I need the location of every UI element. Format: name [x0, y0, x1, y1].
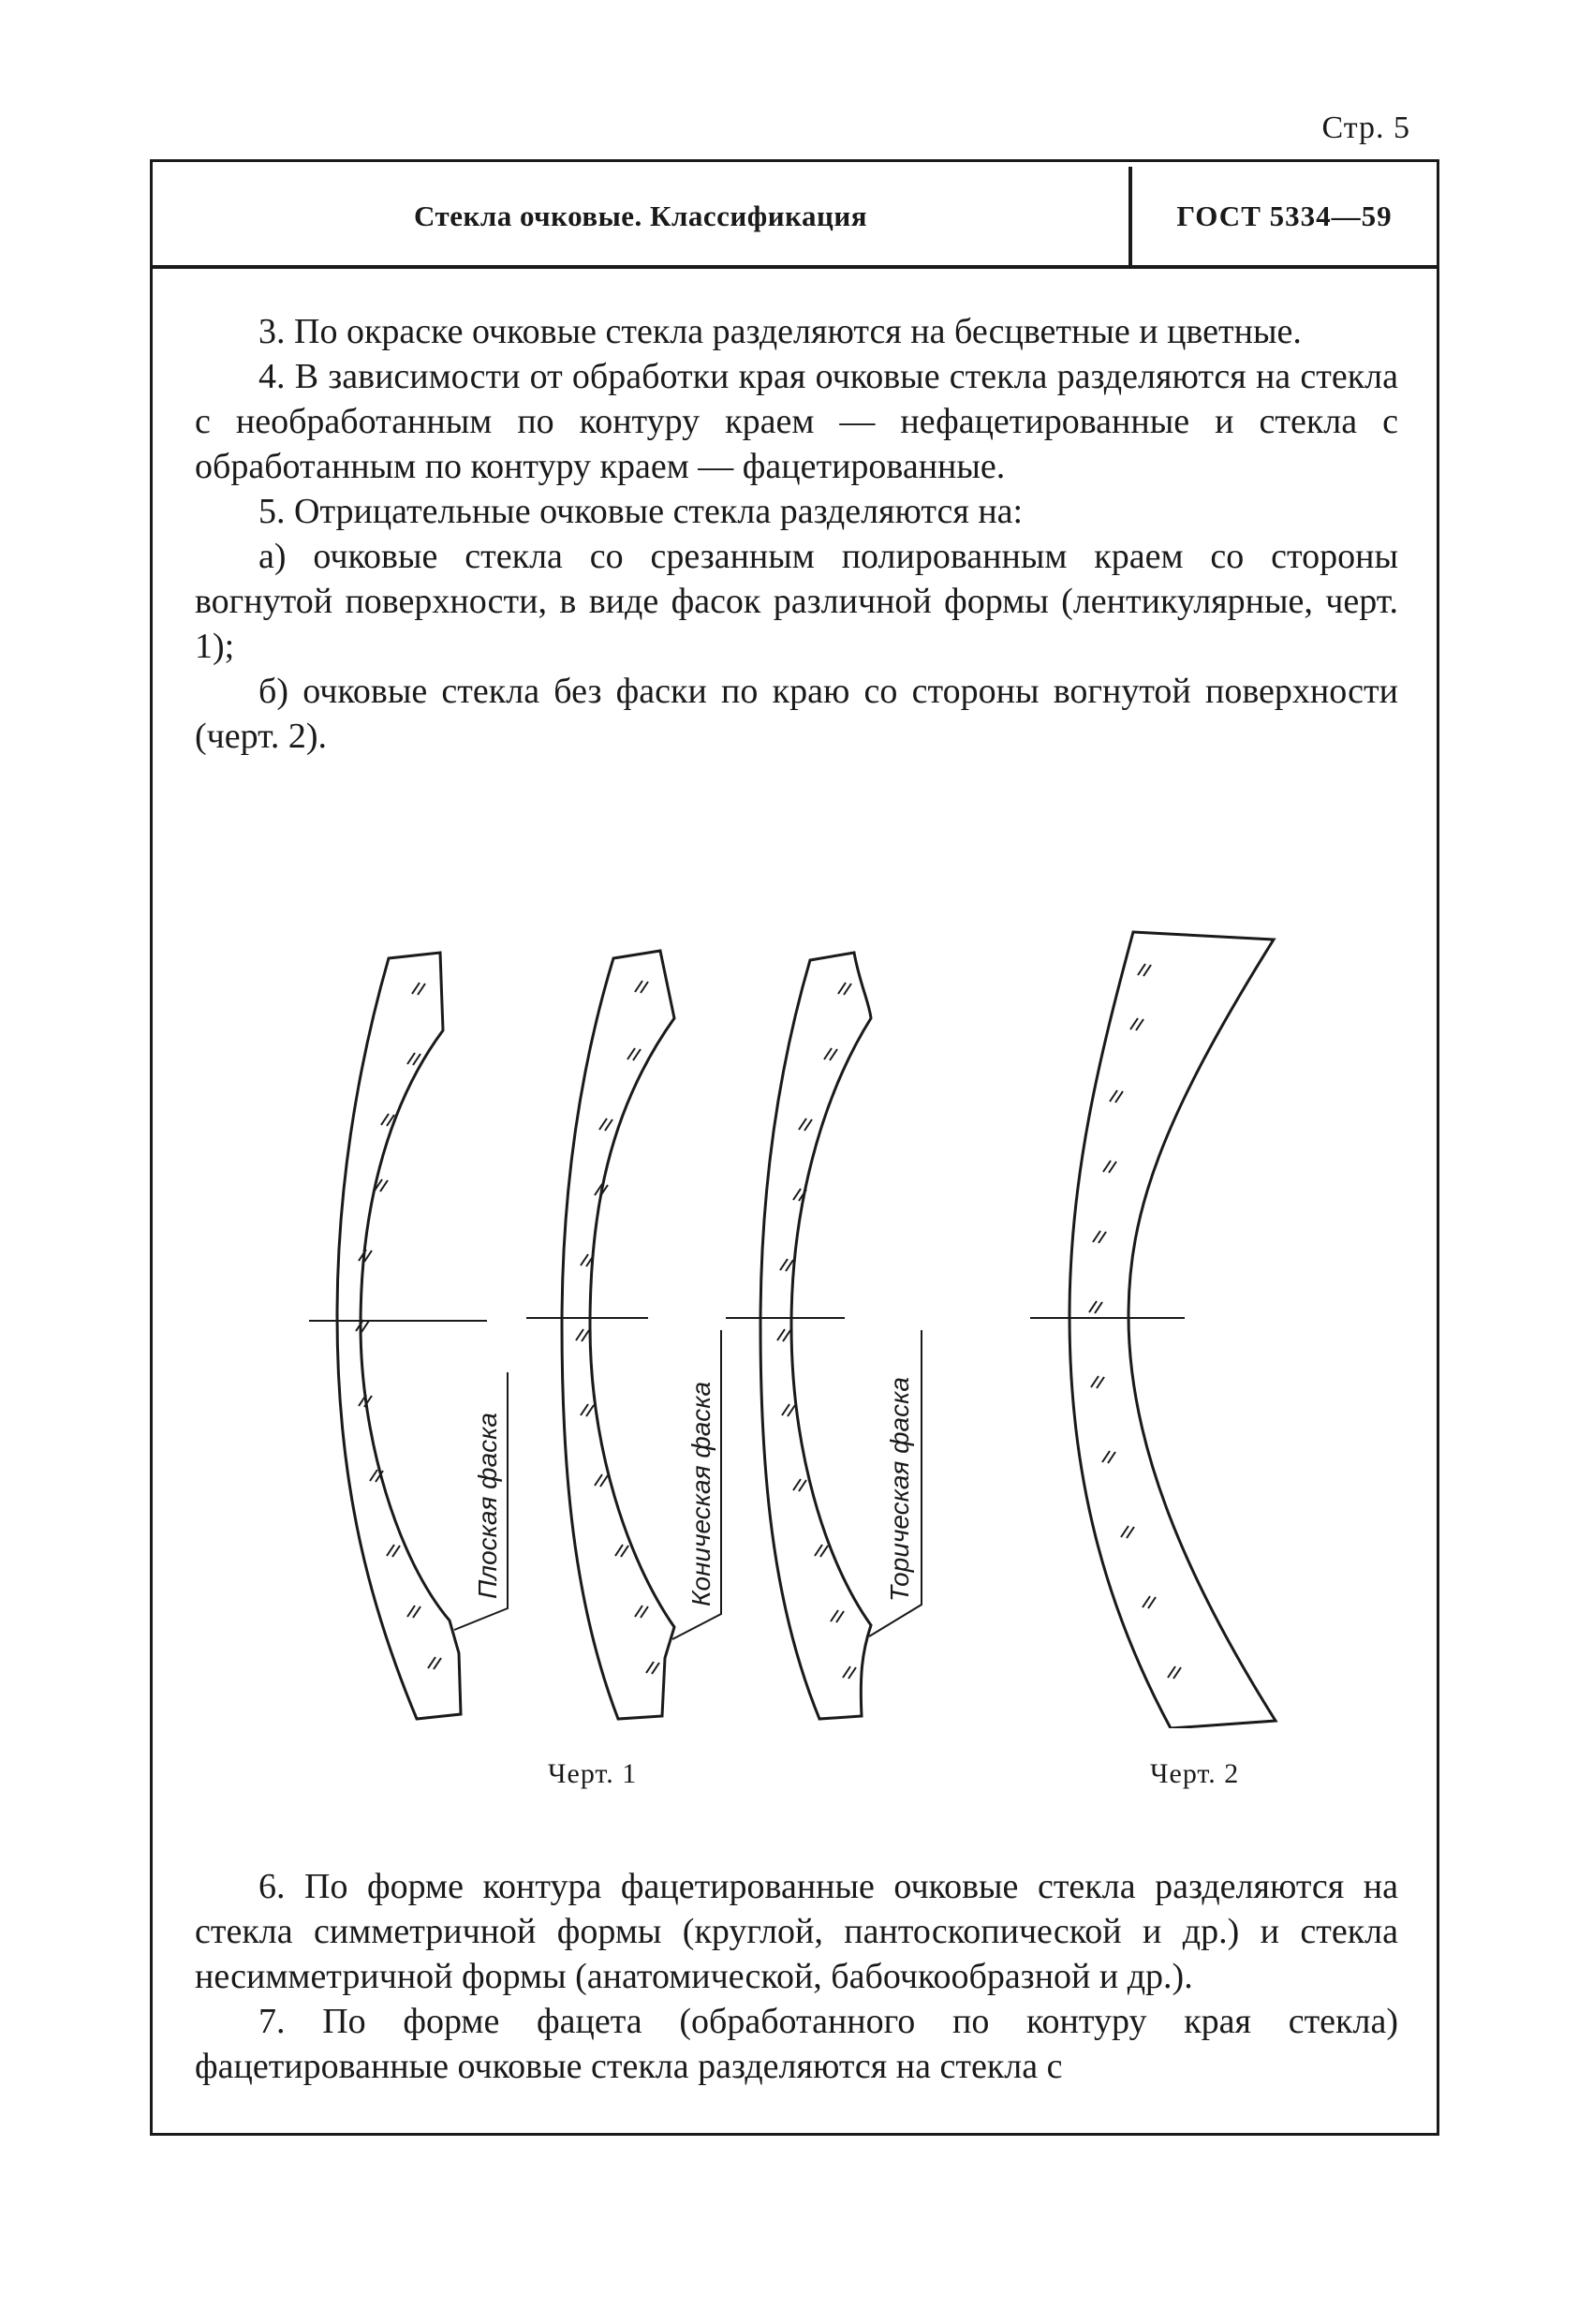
lens-no-bevel-drawing	[1069, 932, 1276, 1728]
frame-right-border	[1437, 159, 1439, 2136]
lens-no-bevel-hatching	[1089, 964, 1181, 1679]
figure-label-conical	[686, 1382, 715, 1606]
text-block-top	[195, 309, 1398, 759]
figure-label-toric	[885, 1377, 914, 1602]
frame-top-border	[150, 159, 1439, 162]
lens-toric-bevel-drawing	[760, 953, 871, 1719]
header-divider	[150, 265, 1439, 269]
svg-text:Плоская фаска: Плоская фаска	[473, 1413, 502, 1599]
paragraph-3: 3. По окраске очковые стекла разделяются на бесцветные и цветные.	[258, 312, 1302, 351]
figure-label-flat	[473, 1413, 502, 1599]
frame-left-border	[150, 159, 153, 2136]
frame-bottom-border	[150, 2133, 1439, 2136]
paragraph-5a: а) очковые стекла со срезанным полированным краем со стороны вогнутой поверхности, в виде фасок различной формы (лентикулярные, черт. 1);	[195, 537, 1398, 666]
lens-flat-hatching	[356, 983, 441, 1669]
page-number: Стр. 5	[1321, 111, 1410, 145]
text-block-bottom	[195, 1864, 1398, 2089]
figure-caption-2: Черт. 2	[1150, 1758, 1240, 1789]
figure-caption-1: Черт. 1	[548, 1758, 638, 1789]
svg-text:Коническая фаска: Коническая фаска	[686, 1381, 715, 1606]
paragraph-5b: б) очковые стекла без фаски по краю со стороны вогнутой поверхности (черт. 2).	[195, 672, 1398, 756]
paragraph-7: 7. По форме фацета (обработанного по контуру края стекла) фацетированные очковые стекла разделяются на стекла с	[195, 2002, 1398, 2086]
lens-drawings	[281, 913, 1311, 1728]
document-title: Стекла очковые. Классификация	[414, 199, 867, 232]
paragraph-4: 4. В зависимости от обработки края очковые стекла разделяются на стекла с необработанным по контуру краем — нефацетированные и стекла с обработанным по контуру краем — фацетированные.	[195, 357, 1398, 486]
svg-text:Торическая фаска: Торическая фаска	[885, 1377, 914, 1602]
paragraph-6: 6. По форме контура фацетированные очковые стекла разделяются на стекла симметричной формы (круглой, пантоскопической и др.) и стекла несимметричной формы (анатомической, бабочкообразной и др.).	[195, 1867, 1398, 1996]
lens-flat-bevel-drawing	[337, 953, 461, 1719]
standard-code: ГОСТ 5334—59	[1176, 199, 1393, 232]
lens-conical-hatching	[576, 981, 659, 1674]
paragraph-5: 5. Отрицательные очковые стекла разделяются на:	[258, 492, 1024, 531]
lens-toric-hatching	[777, 983, 856, 1679]
